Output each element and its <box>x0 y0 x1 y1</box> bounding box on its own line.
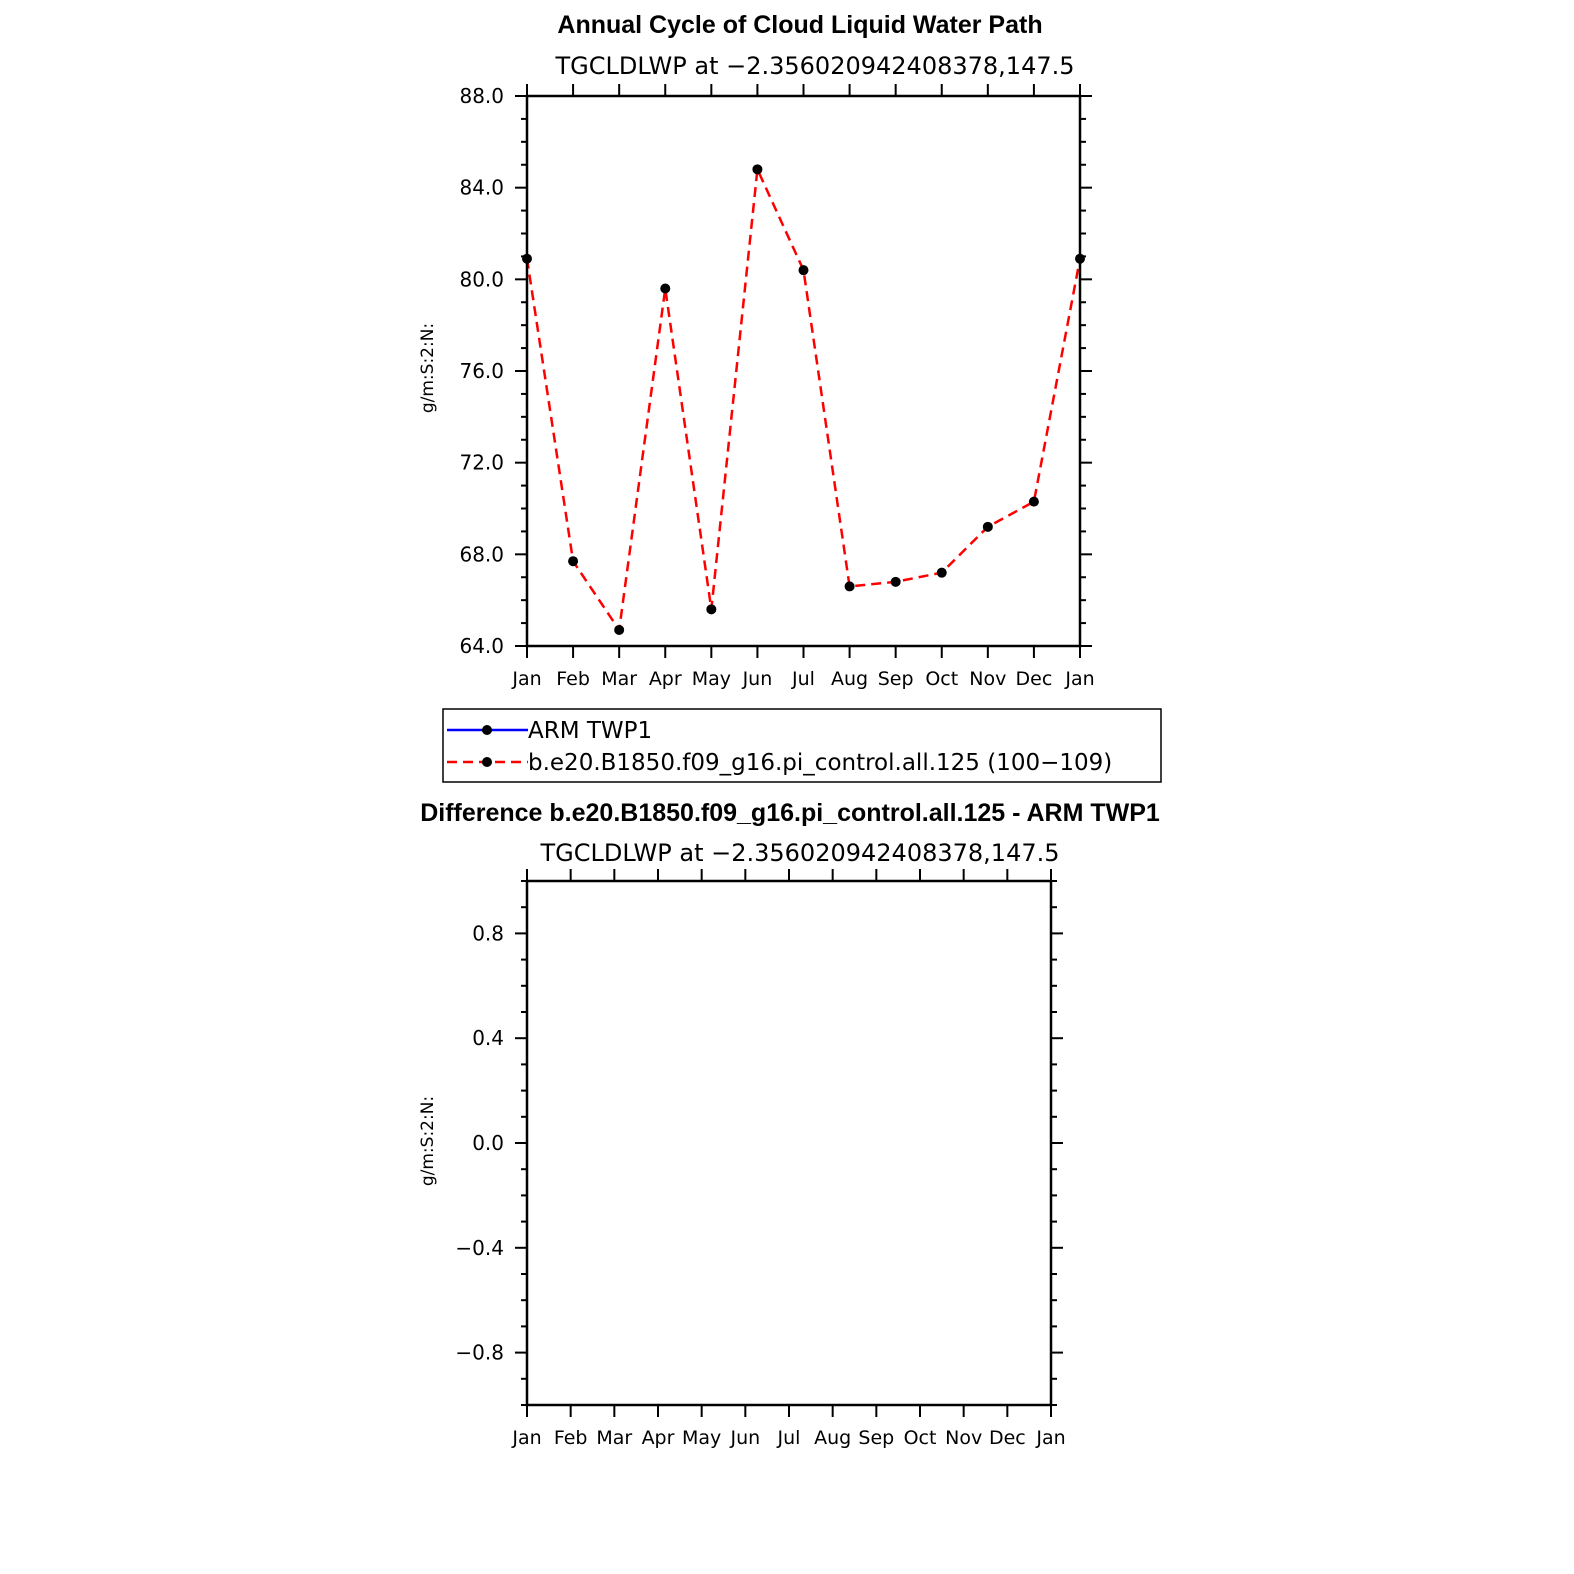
y-tick-label: 0.4 <box>472 1026 504 1051</box>
y-tick-label: −0.8 <box>455 1340 504 1365</box>
top-panel <box>418 11 1095 690</box>
legend-entry-model <box>447 750 1112 776</box>
y-tick-label: 0.8 <box>472 921 504 946</box>
legend-label-arm-twp1: ARM TWP1 <box>528 718 653 744</box>
top-chart-title: Annual Cycle of Cloud Liquid Water Path <box>557 11 1043 39</box>
x-tick-label: Aug <box>814 1427 852 1449</box>
x-tick-label: Oct <box>903 1427 937 1449</box>
data-point <box>891 577 901 587</box>
bottom-chart-title: Difference b.e20.B1850.f09_g16.pi_control.all.125 - ARM TWP1 <box>420 799 1160 827</box>
top-x-tick-labels <box>511 668 1094 690</box>
bottom-x-tick-labels <box>511 1427 1065 1449</box>
data-point <box>706 604 716 614</box>
x-tick-label: Dec <box>988 1427 1026 1449</box>
x-tick-label: Jun <box>742 668 773 690</box>
data-point <box>752 164 762 174</box>
x-tick-label: Oct <box>925 668 959 690</box>
bottom-axis-ticks <box>515 869 1063 1417</box>
top-chart-subtitle: TGCLDLWP at −2.356020942408378,147.5 <box>555 52 1075 80</box>
y-tick-label: 76.0 <box>459 359 504 383</box>
x-tick-label: Jul <box>777 1427 801 1449</box>
x-tick-label: Mar <box>601 668 638 690</box>
x-tick-label: Apr <box>641 1427 675 1449</box>
legend <box>443 709 1161 782</box>
top-y-tick-labels <box>459 84 504 658</box>
x-tick-label: Mar <box>596 1427 633 1449</box>
bottom-y-axis-label: g/m:S:2:N: <box>418 1095 438 1187</box>
x-tick-label: Jun <box>730 1427 761 1449</box>
x-tick-label: Sep <box>858 1427 895 1449</box>
data-point <box>614 625 624 635</box>
y-tick-label: 84.0 <box>459 175 504 200</box>
series-line <box>527 169 1080 630</box>
bottom-panel <box>418 799 1160 1449</box>
data-point <box>1029 497 1039 507</box>
legend-marker-arm-twp1 <box>482 725 492 735</box>
y-tick-label: 72.0 <box>459 450 504 475</box>
y-tick-label: 0.0 <box>472 1131 504 1155</box>
x-tick-label: Dec <box>1015 668 1053 690</box>
x-tick-label: Nov <box>945 1427 983 1449</box>
x-tick-label: Sep <box>877 668 914 690</box>
top-axis-ticks <box>515 84 1092 658</box>
y-tick-label: 64.0 <box>459 634 504 658</box>
data-point <box>568 556 578 566</box>
x-tick-label: May <box>682 1427 722 1449</box>
bottom-chart-subtitle: TGCLDLWP at −2.356020942408378,147.5 <box>540 839 1060 867</box>
y-tick-label: −0.4 <box>455 1235 504 1260</box>
x-tick-label: Jan <box>1036 1427 1066 1449</box>
x-tick-label: Feb <box>556 668 590 690</box>
x-tick-label: May <box>691 668 731 690</box>
top-plot-frame <box>527 96 1080 646</box>
x-tick-label: Jul <box>792 668 815 690</box>
data-point <box>660 284 670 294</box>
bottom-plot-frame <box>527 881 1051 1405</box>
y-tick-label: 88.0 <box>459 84 504 108</box>
legend-marker-model <box>482 757 492 767</box>
x-tick-label: Jan <box>1065 668 1095 690</box>
y-tick-label: 80.0 <box>459 267 504 292</box>
data-point <box>983 522 993 532</box>
x-tick-label: Apr <box>648 668 682 690</box>
y-tick-label: 68.0 <box>459 542 504 567</box>
top-series <box>522 164 1085 635</box>
data-point <box>845 581 855 591</box>
legend-label-model: b.e20.B1850.f09_g16.pi_control.all.125 (100−109) <box>528 750 1113 776</box>
top-y-axis-label: g/m:S:2:N: <box>418 322 438 414</box>
data-point <box>799 265 809 275</box>
x-tick-label: Aug <box>831 668 869 690</box>
x-tick-label: Jan <box>512 1427 542 1449</box>
x-tick-label: Nov <box>969 668 1007 690</box>
x-tick-label: Jan <box>512 668 542 690</box>
legend-entry-arm-twp1 <box>447 718 652 744</box>
data-point <box>937 568 947 578</box>
bottom-y-tick-labels <box>455 921 504 1364</box>
x-tick-label: Feb <box>553 1427 588 1449</box>
